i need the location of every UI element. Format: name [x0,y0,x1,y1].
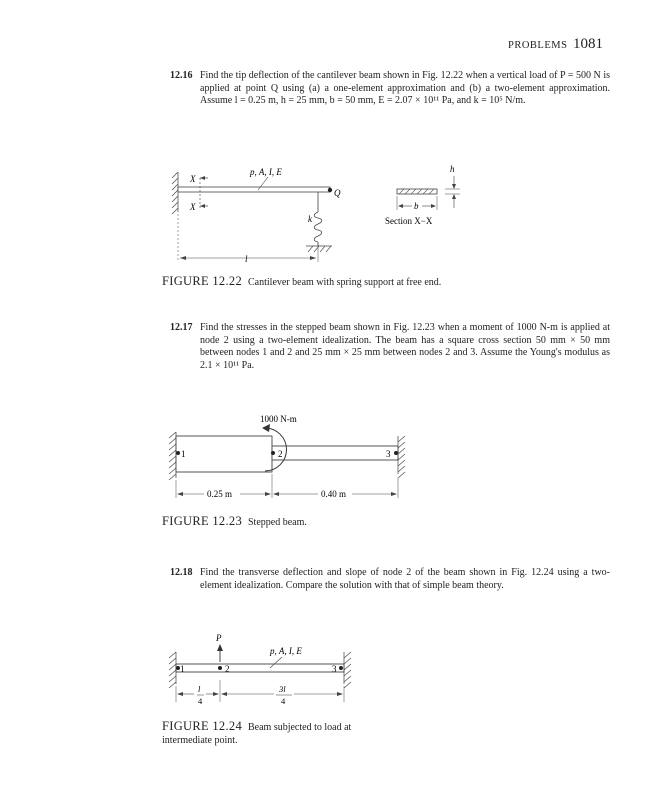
beam-properties-label: p, A, I, E [270,646,302,656]
figure-caption: Beam subjected to load at intermediate point. [162,722,352,746]
spring-k-label: k [308,214,312,224]
node-1-label: 1 [180,664,185,674]
point-q-label: Q [334,188,341,198]
length-l-label: l [245,254,248,264]
figure-caption: Cantilever beam with spring support at free end. [248,277,442,288]
node-2-label: 2 [225,664,230,674]
moment-label: 1000 N-m [260,414,297,424]
length-1-label: 0.25 m [207,489,233,499]
width-b-label: b [414,201,419,211]
load-p-label: P [216,633,222,643]
section-mark-top: X [190,174,196,184]
node-1-label: 1 [181,449,186,459]
figure-label: FIGURE 12.24 [162,719,242,733]
length-2-numerator: 3l [279,684,286,694]
problem-text: Find the transverse deflection and slope of node 2 of the beam shown in Fig. 12.24 using a two-element idealization. Compare the solution with that of simple beam theory. [200,567,610,591]
length-2-denominator: 4 [281,696,286,706]
problem-text: Find the tip deflection of the cantilever beam shown in Fig. 12.22 when a vertical load of P = 500 N is applied at point Q using (a) a one-element approximation and (b) a two-element approximation. Assume l = 0.25 m, h = 25 mm, b = 50 mm, E = 2.07 × 10¹¹ Pa, and k = 10⁵ N/m. [200,70,610,106]
figure-12-24-caption [162,720,362,747]
node-3-label: 3 [386,449,391,459]
problem-number: 12.17 [170,322,193,333]
node-3-label: 3 [332,664,337,674]
node-2-label: 2 [278,449,283,459]
section-mark-bottom: X [190,202,196,212]
length-1-denominator: 4 [198,696,203,706]
beam-properties-label: p, A, I, E [250,167,282,177]
problem-number: 12.16 [170,70,193,81]
figure-label: FIGURE 12.22 [162,274,242,288]
section-title: Section X−X [385,216,433,226]
height-h-label: h [450,164,455,174]
length-2-label: 0.40 m [321,489,347,499]
figure-label: FIGURE 12.23 [162,514,242,528]
page-number: 1081 [573,36,603,52]
problem-text: Find the stresses in the stepped beam shown in Fig. 12.23 when a moment of 1000 N-m is applied at node 2 using a two-element idealization. The beam has a square cross section 50 mm × 50 mm between nodes 1 and 2 and 25 mm × 25 mm between nodes 2 and 3. Assume the Young's modulus as 2.1 × 10¹¹ Pa. [200,322,610,371]
running-header: PROBLEMS [508,40,568,51]
problem-number: 12.18 [170,567,193,578]
figure-caption: Stepped beam. [248,517,307,528]
length-1-numerator: l [198,684,201,694]
